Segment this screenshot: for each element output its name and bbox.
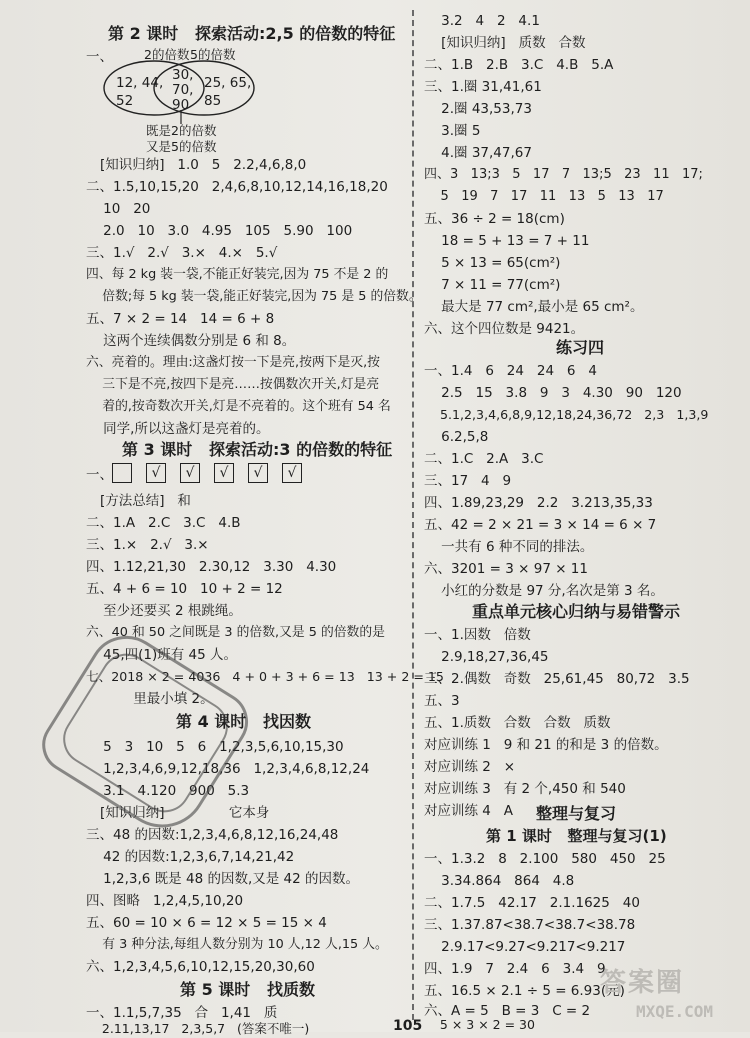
answer-line: 一、1.4 6 24 24 6 4 [424,363,597,379]
venn-left-text: 12, 44, [116,75,164,91]
answer-line: 六、3201 = 3 × 97 × 11 [424,561,588,577]
answer-line: 45,四(1)班有 45 人。 [86,647,238,663]
answer-line: 六、这个四位数是 9421。 [424,321,585,337]
answer-line: 3.1 4.120 900 5.3 [86,783,250,799]
question-number: 一、 [86,467,113,483]
answer-line: 三、1.√ 2.√ 3.× 4.× 5.√ [86,245,278,261]
answer-line: [知识归纳] 1.0 5 2.2,4,6,8,0 [100,157,307,173]
answer-line: 六、亮着的。理由:这盏灯按一下是亮,按两下是灭,按 [86,355,380,370]
answer-line: 三、1.37.87<38.7<38.7<38.78 [424,917,636,933]
answer-line: 二、1.C 2.A 3.C [424,451,544,467]
venn-label-5: 5的倍数 [190,47,236,62]
answer-line: 至少还要买 2 根跳绳。 [86,603,242,619]
answer-line: 三下是不亮,按四下是亮……按偶数次开关,灯是亮 [86,377,380,392]
answer-line: [知识归纳] 它本身 [100,805,270,821]
answer-line: 5.1,2,3,4,6,8,9,12,18,24,36,72 2,3 1,3,9 [424,407,709,422]
column-divider [412,10,414,1020]
answer-line: 2.9.17<9.27<9.217<9.217 [424,939,626,955]
answer-box: √ [146,463,166,483]
answer-box [112,463,132,483]
answer-line: 7 × 11 = 77(cm²) [424,277,561,293]
answer-box: √ [282,463,302,483]
venn-mid-text-3: 90 [172,97,190,113]
answer-line: 一、1.3.2 8 2.100 580 450 25 [424,851,666,867]
lesson-heading: 第 1 课时 整理与复习(1) [486,827,667,845]
section-heading: 整理与复习 [536,804,617,823]
answer-line: 五、42 = 2 × 21 = 3 × 14 = 6 × 7 [424,517,657,533]
answer-line: 七、2018 × 2 = 4036 4 + 0 + 3 + 6 = 13 13 + 2 = 15 [86,669,444,684]
answer-line: 二、1.5,10,15,20 2,4,6,8,10,12,14,16,18,20 [86,179,388,195]
venn-mid-text-2: 70, [172,82,194,98]
answer-line: 五、1.质数 合数 合数 质数 [424,715,611,731]
answer-line: 倍数;每 5 kg 装一袋,能正好装完,因为 75 是 5 的倍数。 [86,289,422,304]
answer-line: 四、每 2 kg 装一袋,不能正好装完,因为 75 不是 2 的 [86,267,389,282]
answer-line: 5 19 7 17 11 13 5 13 17 [424,189,664,204]
section-heading: 练习四 [556,338,605,357]
answer-line: 二、1.A 2.C 3.C 4.B [86,515,241,531]
answer-line: 这两个连续偶数分别是 6 和 8。 [86,333,296,349]
answer-line: 2.9,18,27,36,45 [424,649,549,665]
answer-line: 小红的分数是 97 分,名次是第 3 名。 [424,583,664,599]
answer-line: 六、1,2,3,4,5,6,10,12,15,20,30,60 [86,959,315,975]
venn-left-text-2: 52 [116,93,134,109]
answer-line: 对应训练 4 A [424,803,513,819]
answer-line: 三、2.偶数 奇数 25,61,45 80,72 3.5 [424,671,690,687]
answer-line: 2.圈 43,53,73 [424,101,532,117]
answer-line: 18 = 5 + 13 = 7 + 11 [424,233,590,249]
question-number: 一、 [86,49,113,65]
answer-line: 有 3 种分法,每组人数分别为 10 人,12 人,15 人。 [86,937,388,952]
answer-line: [知识归纳] 质数 合数 [424,35,586,51]
answer-line: 1,2,3,4,6,9,12,18,36 1,2,3,4,6,8,12,24 [86,761,370,777]
answer-line: 二、1.B 2.B 3.C 4.B 5.A [424,57,614,73]
answer-line: 对应训练 2 × [424,759,516,775]
answer-line: 最大是 77 cm²,最小是 65 cm²。 [424,299,644,315]
answer-line: 3.34.864 864 4.8 [424,873,575,889]
lesson-heading: 第 4 课时 找因数 [176,712,311,731]
answer-line: 五、3 [424,693,460,709]
venn-note: 既是2的倍数 [146,123,217,138]
answer-line: 3.圈 5 [424,123,481,139]
answer-line: 42 的因数:1,2,3,6,7,14,21,42 [86,849,295,865]
section-heading: 重点单元核心归纳与易错警示 [472,602,681,621]
answer-line: 里最小填 2。 [86,691,214,707]
venn-right-text-2: 85 [204,93,222,109]
answer-line: 五、36 ÷ 2 = 18(cm) [424,211,565,227]
answer-line: 六、40 和 50 之间既是 3 的倍数,又是 5 的倍数的是 [86,625,385,640]
answer-line: 2.5 15 3.8 9 3 4.30 90 120 [424,385,682,401]
answer-line: 着的,按奇数次开关,灯是不亮着的。这个班有 54 名 [86,399,391,414]
answer-line: 六、A = 5 B = 3 C = 2 [424,1003,591,1019]
answer-box: √ [180,463,200,483]
watermark-url: MXQE.COM [636,1002,714,1021]
answer-line: 三、1.圈 31,41,61 [424,79,542,95]
answer-line: 2.0 10 3.0 4.95 105 5.90 100 [86,223,353,239]
answer-line: 同学,所以这盏灯是亮着的。 [86,421,270,437]
answer-line: 2.11,13,17 2,3,5,7 (答案不唯一) [86,1021,310,1036]
answer-line: 三、1.× 2.√ 3.× [86,537,209,553]
answer-line: 五、16.5 × 2.1 ÷ 5 = 6.93(元) [424,983,625,999]
answer-line: 3.2 4 2 4.1 [424,13,540,29]
lesson-heading: 第 5 课时 找质数 [180,980,315,999]
answer-line: 二、1.7.5 42.17 2.1.1625 40 [424,895,640,911]
answer-line: 四、图略 1,2,4,5,10,20 [86,893,244,909]
answer-line: 一共有 6 种不同的排法。 [424,539,594,555]
answer-line: 10 20 [86,201,151,217]
answer-line: 三、48 的因数:1,2,3,4,6,8,12,16,24,48 [86,827,339,843]
venn-right-text: 25, 65, [204,75,252,91]
answer-line: 5 × 3 × 2 = 30 [424,1017,535,1032]
answer-line: 五、7 × 2 = 14 14 = 6 + 8 [86,311,275,327]
answer-box: √ [214,463,234,483]
answer-line: 5 × 13 = 65(cm²) [424,255,561,271]
answer-line: 对应训练 1 9 和 21 的和是 3 的倍数。 [424,737,668,753]
watermark-text: 答案圈 [600,968,685,998]
answer-line: 对应训练 3 有 2 个,450 和 540 [424,781,626,797]
answer-line: 6.2,5,8 [424,429,489,445]
answer-line: 三、17 4 9 [424,473,512,489]
answer-line: 1,2,3,6 既是 48 的因数,又是 42 的因数。 [86,871,359,887]
page-number: 105 [393,1018,423,1034]
answer-line: 四、1.9 7 2.4 6 3.4 9 [424,961,606,977]
answer-line: 五、4 + 6 = 10 10 + 2 = 12 [86,581,283,597]
venn-note-2: 又是5的倍数 [146,139,217,154]
venn-mid-text: 30, [172,67,194,83]
answer-line: 一、1.1,5,7,35 合 1,41 质 [86,1005,278,1021]
answer-box: √ [248,463,268,483]
check-boxes [112,462,316,483]
answer-line: 5 3 10 5 6 1,2,3,5,6,10,15,30 [86,739,344,755]
answer-line: 四、3 13;3 5 17 7 13;5 23 11 17; [424,167,703,182]
answer-line: 一、1.因数 倍数 [424,627,531,643]
venn-label-2: 2的倍数 [144,47,190,62]
lesson-heading: 第 3 课时 探索活动:3 的倍数的特征 [122,440,393,459]
answer-line: 4.圈 37,47,67 [424,145,532,161]
lesson-heading: 第 2 课时 探索活动:2,5 的倍数的特征 [108,24,396,43]
answer-line: [方法总结] 和 [100,493,191,509]
answer-line: 四、1.12,21,30 2.30,12 3.30 4.30 [86,559,337,575]
answer-line: 五、60 = 10 × 6 = 12 × 5 = 15 × 4 [86,915,327,931]
answer-line: 四、1.89,23,29 2.2 3.213,35,33 [424,495,653,511]
